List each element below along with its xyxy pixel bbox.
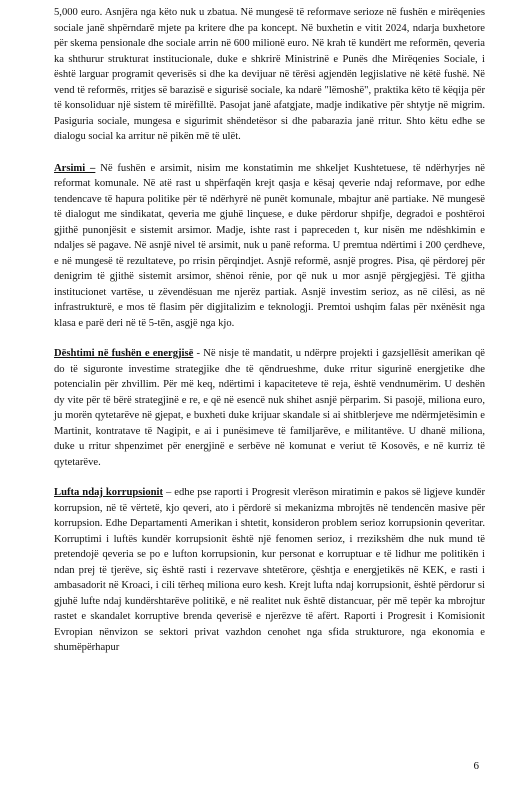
paragraph-social-welfare: [54, 5, 485, 145]
document-body: [54, 5, 485, 656]
paragraph-text: 5,000 euro. Asnjëra nga këto nuk u zbatua. Në mungesë të reformave serioze në fushën e mirëqenies sociale janë shpërndarë mjete pa kritere dhe pa koncept. Në buxhetin e vitit 2024, ndarja buxhetore për skema pensionale dhe sociale arrin në 600 milionë euro. Në krah të kundërt me reformën, qeveria ka shthurur strukturat institucionale, duke e shkrirë Ministrinë e Punës dhe Mirëqenies Sociale, i është larguar programit qeverisës si dhe ka devijuar në tërësi agjendën legjislative në këtë fushë. Në vend të reformës, rritjes së barazisë e sigurisë sociale, ka ndarë "lëmoshë", praktika këto të këqija për të konsoliduar një sistem të mirëfilltë. Pasojat janë afatgjate, madje indikative për shtytje në migrim. Pasiguria sociale, mungesa e sigurimit shëndetësor si dhe pabarazia janë rritur. Shto këtu edhe se dialogu social ka arritur në pikën më të ulët.: [54, 7, 485, 142]
energy-heading: Dështimi në fushën e energjisë: [54, 348, 194, 359]
paragraph-text: - Në nisje të mandatit, u ndërpre projekti i gazsjellësit amerikan që do të siguronte investime strategjike dhe të qëndrueshme, duke rritur sigurinë energjetike dhe potencialin për zhvillim. Për më keq, ndërtimi i kapaciteteve të reja, është vendnumërim. U deshën dy vite për të bërë strategjinë e re, e që në esencë nuk shihet asnjë përparim. Si pasojë, miliona euro, ju morën qytetarëve në gjepat, e buxheti duke krijuar skandale si ai shitblerjeve me ndërmjetësimin e Martinit, kontratave të Nagipit, e ai i punësimeve të familjarëve, e militantëve. U dhanë miliona, duke u rritur shpenzimet për energjinë e serbëve në komunat e veriut të Kosovës, e në kurriz të qytetarëve.: [54, 348, 485, 468]
paragraph-education: [54, 161, 485, 332]
paragraph-text: – edhe pse raporti i Progresit vlerëson miratimin e pakos së ligjeve kundër korrupsion, në të vërtetë, kjo qeveri, ato i përdorë si mekanizma mbrojtës në tendencën masive për korrupsion. Edhe Departamenti Amerikan i shtetit, konsideron problem serioz korrupsionin qeveritar. Korruptimi i luftës kundër korrupsionit është një fenomen serioz, i rrezikshëm dhe nuk mund të pretendojë qeveria se po e lufton korrupsionin, kur personat e korruptuar e të lidhur me politikën i ndan prej të tjerëve, siç është rasti i rezervave shtetërore, çështja e energjetikës në KEK, e rasti i ambasadorit në Kroaci, i cili tërheq miliona euro kesh. Krejt lufta ndaj korrupsionit, është përdorur si gjuhë lufte ndaj kundërshtarëve politikë, e në realitet nuk është distancuar, për më tepër ka mbrojtur rastet e skandalet korruptive brenda qeverisë e njerëzve të afërt. Raporti i Progresit i Komisionit Evropian nënvizon se sektori privat vazhdon cenohet nga sfida strukturore, nga ekonomia e shumëpërhapur: [54, 487, 485, 653]
education-heading: Arsimi –: [54, 162, 96, 174]
corruption-heading: Lufta ndaj korrupsionit: [54, 487, 164, 498]
paragraph-energy: [54, 346, 485, 470]
paragraph-corruption: [54, 485, 485, 656]
page-number: 6: [473, 760, 479, 772]
paragraph-text: Në fushën e arsimit, nisim me konstatimin me shkeljet Kushtetuese, të ndërhyrjes në reformat komunale. Në atë rast u shpërfaqën krejt qasja e kësaj qeverie ndaj reformave, por edhe tendencave të hapura politike për të ndërhyrë në punët komunale, mbajtur anë partiake. Në mungesë të dialogut me sindikatat, qeveria me gjuhë linçuese, e duke përdorur shpifje, degradoi e poshtëroi gjithë punonjësit e sistemit arsimor. Madje, ishte rast i papreceden t, kur nisën me ndëshkimin e ndaljes së pagave. Në asnjë nivel të arsimit, nuk u panë reforma. U premtua ndërtimi i 200 çerdheve, e në mungesë të rezultateve, po rrisin përqindjet. Asnjë reformë, asnjë progres. Pisa, që përdorej për denigrim të gjithë sistemit arsimor, shënoi rënie, por që nuk u mor asnjë përgjegjësi. Të gjitha institucionet vartëse, u zëvendësuan me njerëz partiak. Asnjë investim serioz, as në cilësi, as në infrastrukturë, e mos të flasim për digjitalizim e teknologji. Premtoi ushqim falas për nxënësit nga klasa e parë deri në të 5-tën, asgjë nga kjo.: [54, 162, 485, 329]
